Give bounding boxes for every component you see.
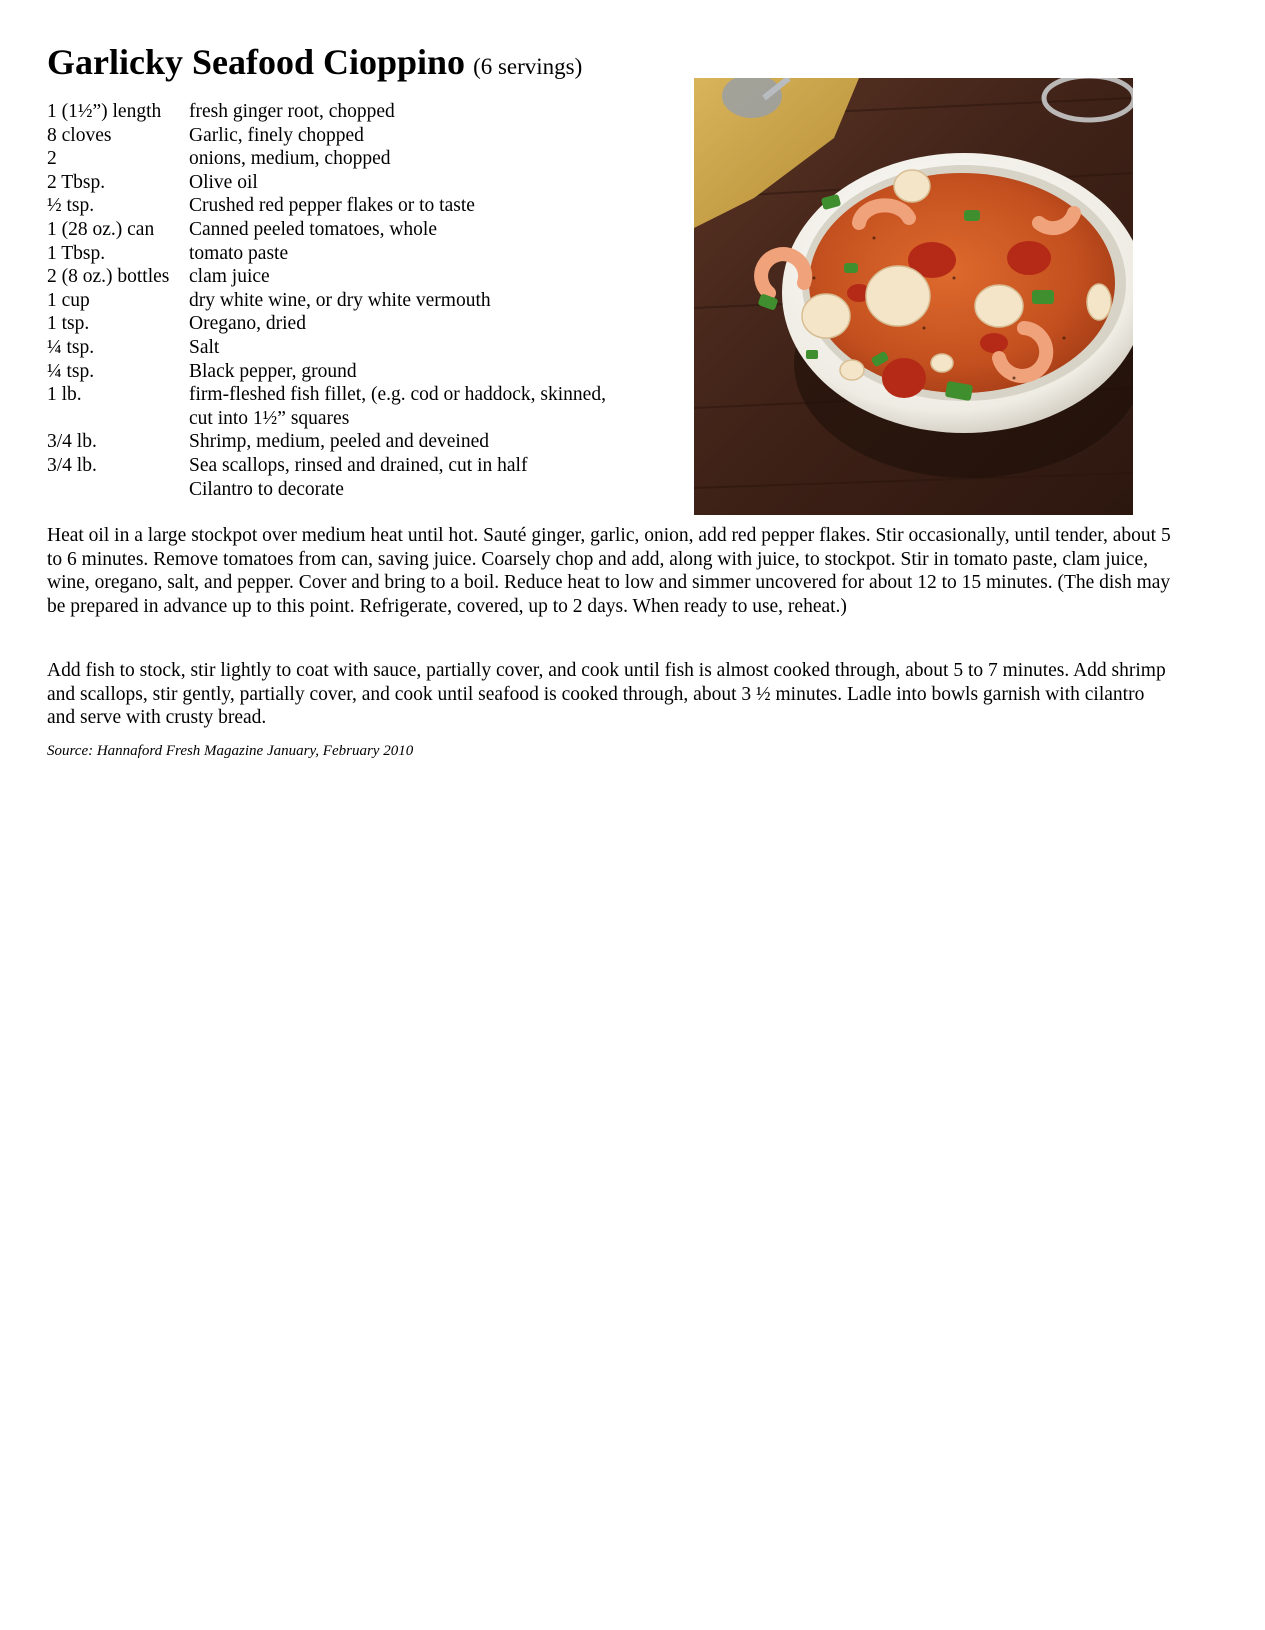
ingredient-row: [47, 100, 627, 124]
ingredient-name: Black pepper, ground: [189, 360, 357, 382]
ingredient-row: [47, 171, 627, 195]
ingredient-row: [47, 289, 627, 313]
ingredient-name: Cilantro to decorate: [189, 478, 344, 500]
ingredient-quantity: 2: [47, 148, 57, 170]
ingredient-quantity: 2 Tbsp.: [47, 171, 106, 193]
ingredient-quantity: 1 Tbsp.: [47, 242, 106, 264]
ingredient-name: Oregano, dried: [189, 313, 306, 335]
ingredient-row: [47, 312, 627, 336]
ingredient-row: [47, 218, 627, 242]
ingredient-quantity: ¼ tsp.: [47, 360, 95, 382]
directions-paragraph: Heat oil in a large stockpot over medium heat until hot. Sauté ginger, garlic, onion, add red pepper flakes. Stir occasionally, until tender, about 5 to 6 minutes. Remove tomatoes from can, saving juice. Coarsely chop and add, along with juice, to stockpot. Stir in tomato paste, clam juice, wine, oregano, salt, and pepper. Cover and bring to a boil. Reduce heat to low and simmer uncovered for about 12 to 15 minutes. (The dish may be prepared in advance up to this point. Refrigerate, covered, up to 2 days. When ready to use, reheat.): [47, 525, 1171, 618]
ingredient-quantity: 1 lb.: [47, 384, 82, 406]
recipe-title-text: Garlicky Seafood Cioppino: [47, 42, 466, 82]
ingredient-row: [47, 360, 627, 384]
ingredient-quantity: 3/4 lb.: [47, 431, 97, 453]
ingredient-row: [47, 336, 627, 360]
ingredient-name: Crushed red pepper flakes or to taste: [189, 195, 475, 217]
ingredient-name: Olive oil: [189, 171, 258, 193]
ingredient-row: [47, 430, 627, 454]
ingredient-name: firm-fleshed fish fillet, (e.g. cod or haddock, skinned, cut into 1½” squares: [189, 384, 606, 429]
ingredient-row: [47, 454, 627, 478]
directions-paragraph: Add fish to stock, stir lightly to coat with sauce, partially cover, and cook until fish is almost cooked through, about 5 to 7 minutes. Add shrimp and scallops, stir gently, partially cover, and cook until seafood is cooked through, about 3 ½ minutes. Ladle into bowls garnish with cilantro and serve with crusty bread.: [47, 660, 1166, 729]
ingredient-list: [47, 100, 627, 501]
ingredient-quantity: 2 (8 oz.) bottles: [47, 266, 170, 288]
cioppino-photo: [694, 78, 1133, 515]
ingredient-name: Salt: [189, 336, 220, 358]
ingredient-row: [47, 194, 627, 218]
ingredient-name: tomato paste: [189, 242, 289, 264]
ingredient-row: [47, 383, 627, 430]
ingredient-row: [47, 242, 627, 266]
ingredient-name: Canned peeled tomatoes, whole: [189, 218, 438, 240]
ingredient-quantity: 1 cup: [47, 289, 90, 311]
ingredient-name: clam juice: [189, 266, 270, 288]
ingredient-row: [47, 265, 627, 289]
ingredient-name: Garlic, finely chopped: [189, 124, 364, 146]
ingredient-row: [47, 147, 627, 171]
source-citation: Source: Hannaford Fresh Magazine January, February 2010: [47, 743, 414, 759]
ingredient-row: [47, 478, 627, 502]
recipe-title: [47, 44, 582, 80]
ingredient-quantity: [47, 478, 189, 502]
ingredient-name: Sea scallops, rinsed and drained, cut in half: [189, 454, 528, 476]
ingredient-quantity: 3/4 lb.: [47, 454, 97, 476]
ingredient-quantity: 1 tsp.: [47, 313, 90, 335]
ingredient-name: Shrimp, medium, peeled and deveined: [189, 431, 490, 453]
ingredient-quantity: 1 (28 oz.) can: [47, 218, 155, 240]
ingredient-quantity: ¼ tsp.: [47, 336, 95, 358]
ingredient-quantity: 8 cloves: [47, 124, 112, 146]
ingredient-name: onions, medium, chopped: [189, 148, 391, 170]
ingredient-quantity: ½ tsp.: [47, 195, 95, 217]
ingredient-row: [47, 124, 627, 148]
recipe-servings: (6 servings): [473, 54, 583, 79]
ingredient-name: dry white wine, or dry white vermouth: [189, 289, 491, 311]
ingredient-quantity: 1 (1½”) length: [47, 101, 162, 122]
ingredient-name: fresh ginger root, chopped: [189, 101, 395, 122]
